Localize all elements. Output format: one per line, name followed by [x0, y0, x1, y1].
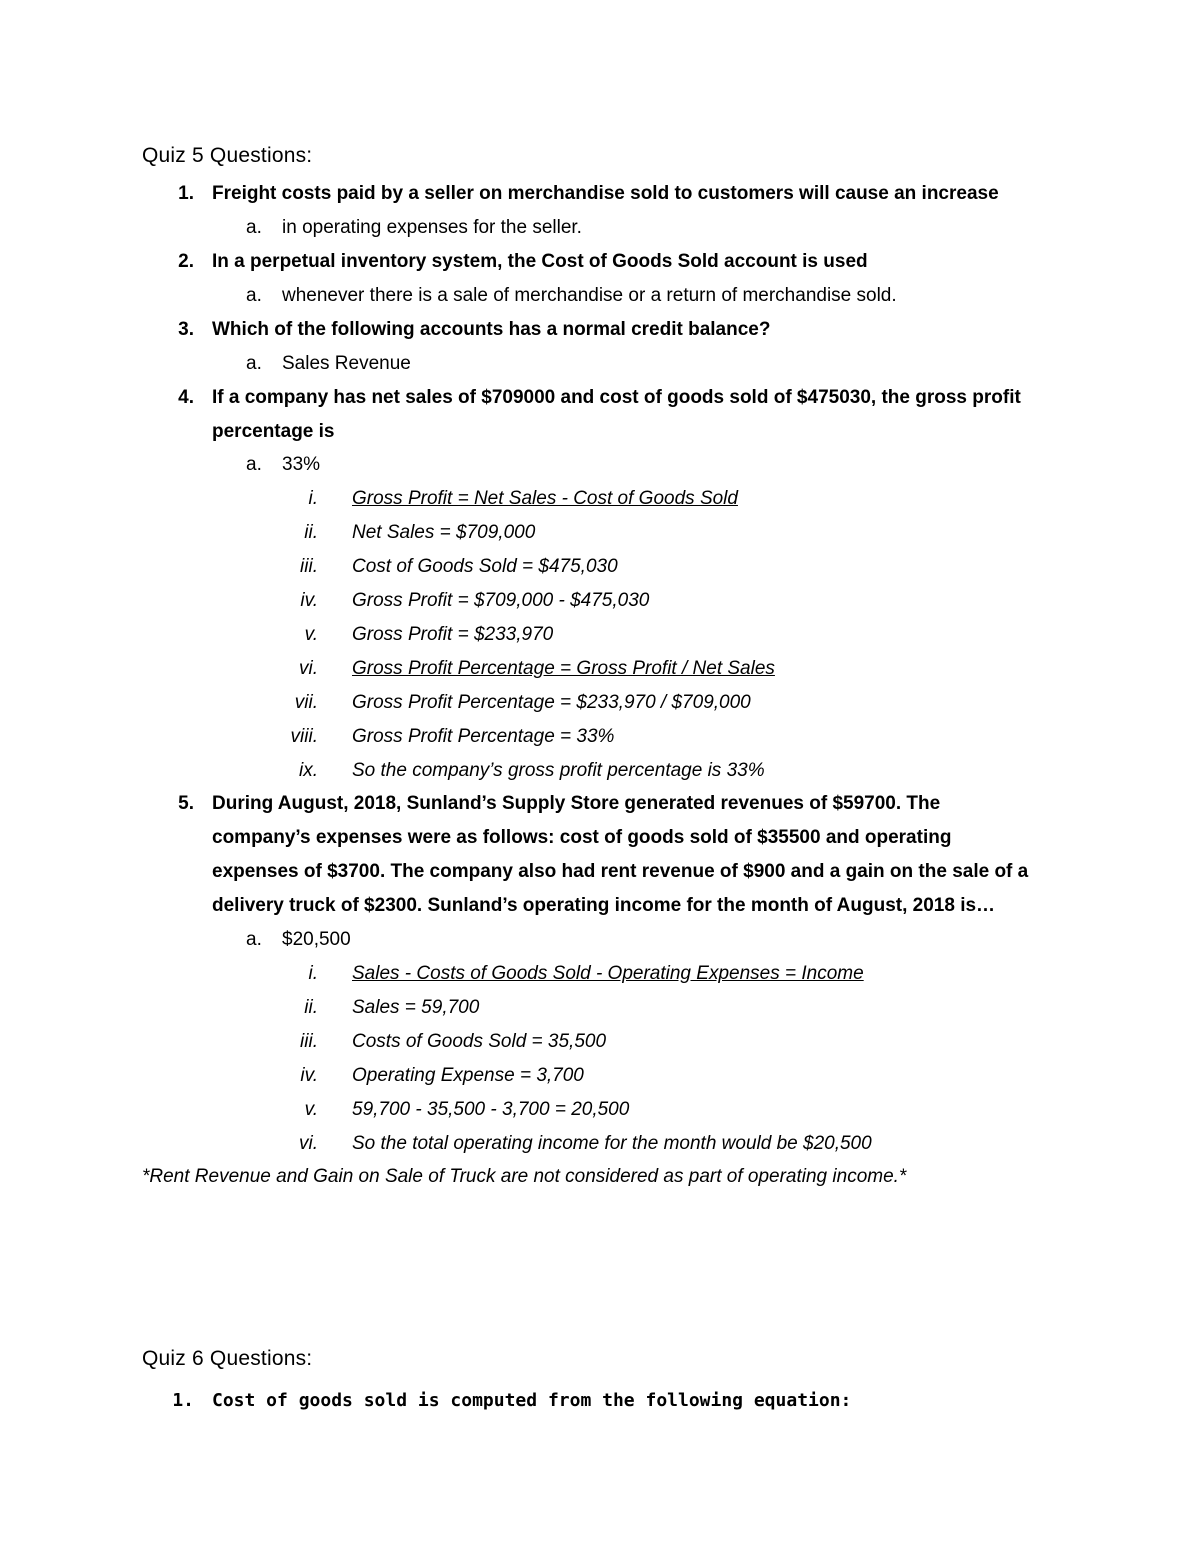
q4-number: 4. — [178, 387, 194, 408]
q2-answer: whenever there is a sale of merchandise or a return of merchandise sold. — [282, 285, 897, 306]
q2-text: In a perpetual inventory system, the Cost of Goods Sold account is used — [212, 251, 868, 272]
footnote: *Rent Revenue and Gain on Sale of Truck are not considered as part of operating income.* — [142, 1166, 907, 1187]
q1-answer: in operating expenses for the seller. — [282, 217, 582, 238]
q4-step-label: i. — [308, 488, 318, 509]
q3-answer: Sales Revenue — [282, 353, 411, 374]
q4-step-label: vi. — [299, 658, 318, 679]
q5-text-line4: delivery truck of $2300. Sunland’s operating income for the month of August, 2018 is… — [212, 895, 996, 916]
q4-step-label: iv. — [300, 590, 318, 611]
q5-step-label: v. — [304, 1099, 318, 1120]
q4-text-line2: percentage is — [212, 421, 335, 442]
q4-step-text: Gross Profit = Net Sales - Cost of Goods Sold — [352, 488, 738, 509]
q5-step-text: Sales - Costs of Goods Sold - Operating Expenses = Income — [352, 963, 864, 984]
q4-step-label: iii. — [300, 556, 318, 577]
q4-step-label: ix. — [299, 760, 318, 781]
quiz6-heading: Quiz 6 Questions: — [142, 1347, 313, 1370]
q5-step-text: Sales = 59,700 — [352, 997, 480, 1018]
q5-text-line3: expenses of $3700. The company also had rent revenue of $900 and a gain on the sale of a — [212, 861, 1029, 882]
q5-step-label: vi. — [299, 1133, 318, 1154]
q5-answer: $20,500 — [282, 929, 351, 950]
q4-text-line1: If a company has net sales of $709000 and cost of goods sold of $475030, the gross profit — [212, 387, 1021, 408]
quiz5-heading: Quiz 5 Questions: — [142, 144, 313, 167]
q5-step-text: Costs of Goods Sold = 35,500 — [352, 1031, 607, 1052]
q3-number: 3. — [178, 319, 194, 340]
q5-answer-label: a. — [246, 929, 262, 950]
q5-step-label: iv. — [300, 1065, 318, 1086]
q4-step-label: ii. — [304, 522, 318, 543]
q4-step-text: So the company’s gross profit percentage is 33% — [352, 760, 765, 781]
q1-number: 1. — [178, 183, 194, 204]
q3-answer-label: a. — [246, 353, 262, 374]
q5-text-line2: company’s expenses were as follows: cost of goods sold of $35500 and operating — [212, 827, 952, 848]
quiz6-q1-number: 1. — [172, 1390, 194, 1411]
q5-step-text: Operating Expense = 3,700 — [352, 1065, 584, 1086]
q5-step-label: ii. — [304, 997, 318, 1018]
q5-text-line1: During August, 2018, Sunland’s Supply Store generated revenues of $59700. The — [212, 793, 941, 814]
q4-step-text: Gross Profit Percentage = 33% — [352, 726, 615, 747]
q4-answer-label: a. — [246, 454, 262, 475]
q4-step-text: Net Sales = $709,000 — [352, 522, 536, 543]
q4-step-text: Gross Profit Percentage = $233,970 / $709,000 — [352, 692, 751, 713]
q4-step-label: vii. — [294, 692, 318, 713]
q1-answer-label: a. — [246, 217, 262, 238]
q2-answer-label: a. — [246, 285, 262, 306]
quiz6-q1-text: Cost of goods sold is computed from the following equation: — [212, 1390, 852, 1411]
q5-step-text: So the total operating income for the month would be $20,500 — [352, 1133, 872, 1154]
q4-step-text: Gross Profit = $233,970 — [352, 624, 554, 645]
q5-step-label: i. — [308, 963, 318, 984]
q4-answer: 33% — [282, 454, 321, 475]
q5-step-text: 59,700 - 35,500 - 3,700 = 20,500 — [352, 1099, 630, 1120]
q4-step-text: Gross Profit = $709,000 - $475,030 — [352, 590, 650, 611]
q4-step-text: Cost of Goods Sold = $475,030 — [352, 556, 618, 577]
q4-step-label: v. — [304, 624, 318, 645]
q2-number: 2. — [178, 251, 194, 272]
q5-number: 5. — [178, 793, 194, 814]
q4-step-text: Gross Profit Percentage = Gross Profit / Net Sales — [352, 658, 775, 679]
q4-step-label: viii. — [290, 726, 318, 747]
q1-text: Freight costs paid by a seller on merchandise sold to customers will cause an increase — [212, 183, 999, 204]
q5-step-label: iii. — [300, 1031, 318, 1052]
q3-text: Which of the following accounts has a normal credit balance? — [212, 319, 771, 340]
